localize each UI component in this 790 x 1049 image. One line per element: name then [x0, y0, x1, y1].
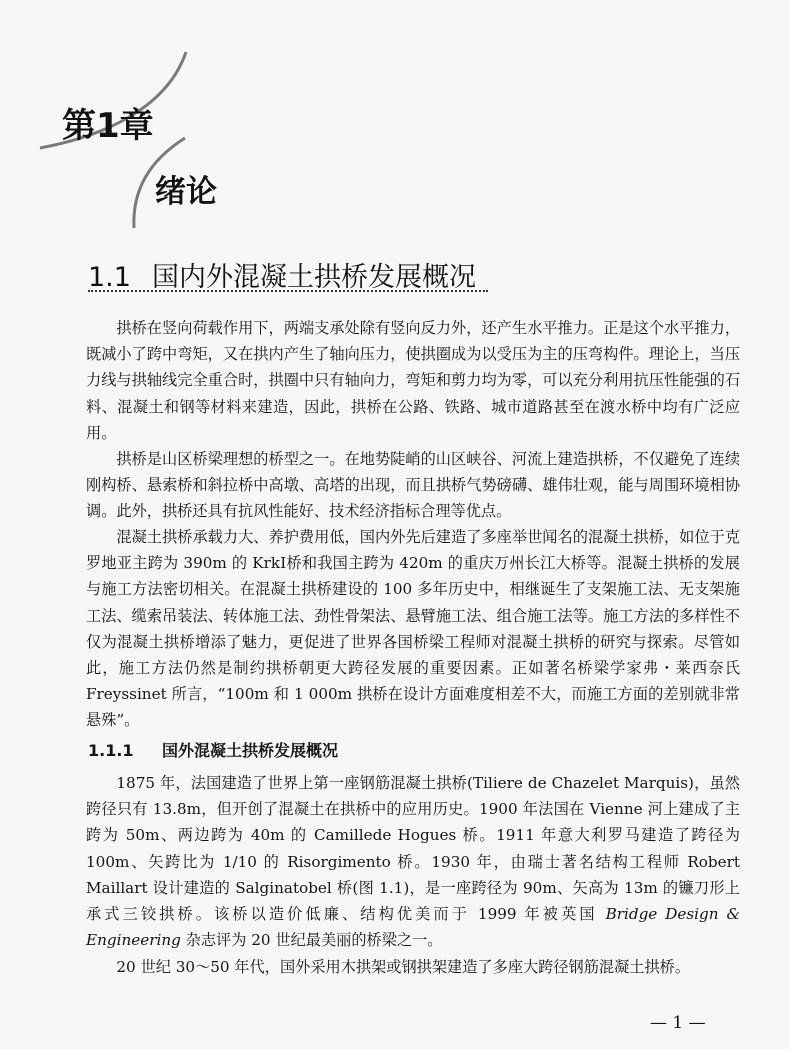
section-heading [88, 255, 508, 294]
magazine-title: Bridge Design & Engineering [86, 905, 740, 950]
paragraph-2: 拱桥是山区桥梁理想的桥型之一。在地势陡峭的山区峡谷、河流上建造拱桥，不仅避免了连续刚构桥、悬索桥和斜拉桥中高墩、高塔的出现，而且拱桥气势磅礴、雄伟壮观，能与周围环境相协调。此外，拱桥还具有抗风性能好、技术经济指标合理等优点。 [86, 450, 740, 521]
paragraph-4-text-b: 杂志评为 20 世纪最美丽的桥梁之一。 [180, 931, 443, 950]
chapter-title: 绪论 [155, 174, 217, 210]
subsection-title: 国外混凝土拱桥发展概况 [162, 741, 339, 760]
section-dotted-rule [88, 290, 488, 292]
chapter-number: 第1章 [62, 106, 154, 146]
paragraph-4 [86, 770, 740, 953]
page-number: — 1 — [650, 1013, 706, 1033]
section-title: 国内外混凝土拱桥发展概况 [152, 262, 476, 293]
paragraph-1: 拱桥在竖向荷载作用下，两端支承处除有竖向反力外，还产生水平推力。正是这个水平推力，既减小了跨中弯矩，又在拱内产生了轴向压力，使拱圈成为以受压为主的压弯构件。理论上，当压力线与拱轴线完全重合时，拱圈中只有轴向力，弯矩和剪力均为零，可以充分利用抗压性能强的石料、混凝土和钢等材料来建造，因此，拱桥在公路、铁路、城市道路甚至在渡水桥中均有广泛应用。 [86, 319, 740, 442]
paragraph-3: 混凝土拱桥承载力大、养护费用低，国内外先后建造了多座举世闻名的混凝土拱桥，如位于克罗地亚主跨为 390m 的 KrkⅠ桥和我国主跨为 420m 的重庆万州长江大桥等。混凝土拱桥的发展与施工方法密切相关。在混凝土拱桥建设的 100 多年历史中，相继诞生了支架施工法、无支架施工法、缆索吊装法、转体施工法、劲性骨架法、悬臂施工法、组合施工法等。施工方法的多样性不仅为混凝土拱桥增添了魅力，更促进了世界各国桥梁工程师对混凝土拱桥的研究与探索。尽管如此，施工方法仍然是制约拱桥朝更大跨径发展的重要因素。正如著名桥梁学家弗・莱西奈氏 Freyssinet 所言，“100m 和 1 000m 拱桥在设计方面难度相差不大，而施工方面的差别就非常悬殊”。 [86, 528, 740, 730]
paragraph-4-text-a: 1875 年，法国建造了世界上第一座钢筋混凝土拱桥(Tiliere de Chazelet Marquis)，虽然跨径只有 13.8m，但开创了混凝土在拱桥中的应用历史。1900 年法国在 Vienne 河上建成了主跨为 50m、两边跨为 40m 的 Camillede Hogues 桥。1911 年意大利罗马建造了跨径为 100m、矢跨比为 1/10 的 Risorgimento 桥。1930 年，由瑞士著名结构工程师 Robert Maillart 设计建造的 Salginatobel 桥(图 1.1)，是一座跨径为 90m、矢高为 13m 的镰刀形上承式三铰拱桥。该桥以造价低廉、结构优美而于 1999 年被英国 [86, 774, 740, 924]
paragraph-5: 20 世纪 30～50 年代，国外采用木拱架或钢拱架建造了多座大跨径钢筋混凝土拱桥。 [116, 958, 691, 976]
section-number: 1.1 [88, 262, 131, 293]
subsection-heading [88, 738, 338, 761]
subsection-number: 1.1.1 [88, 741, 134, 760]
